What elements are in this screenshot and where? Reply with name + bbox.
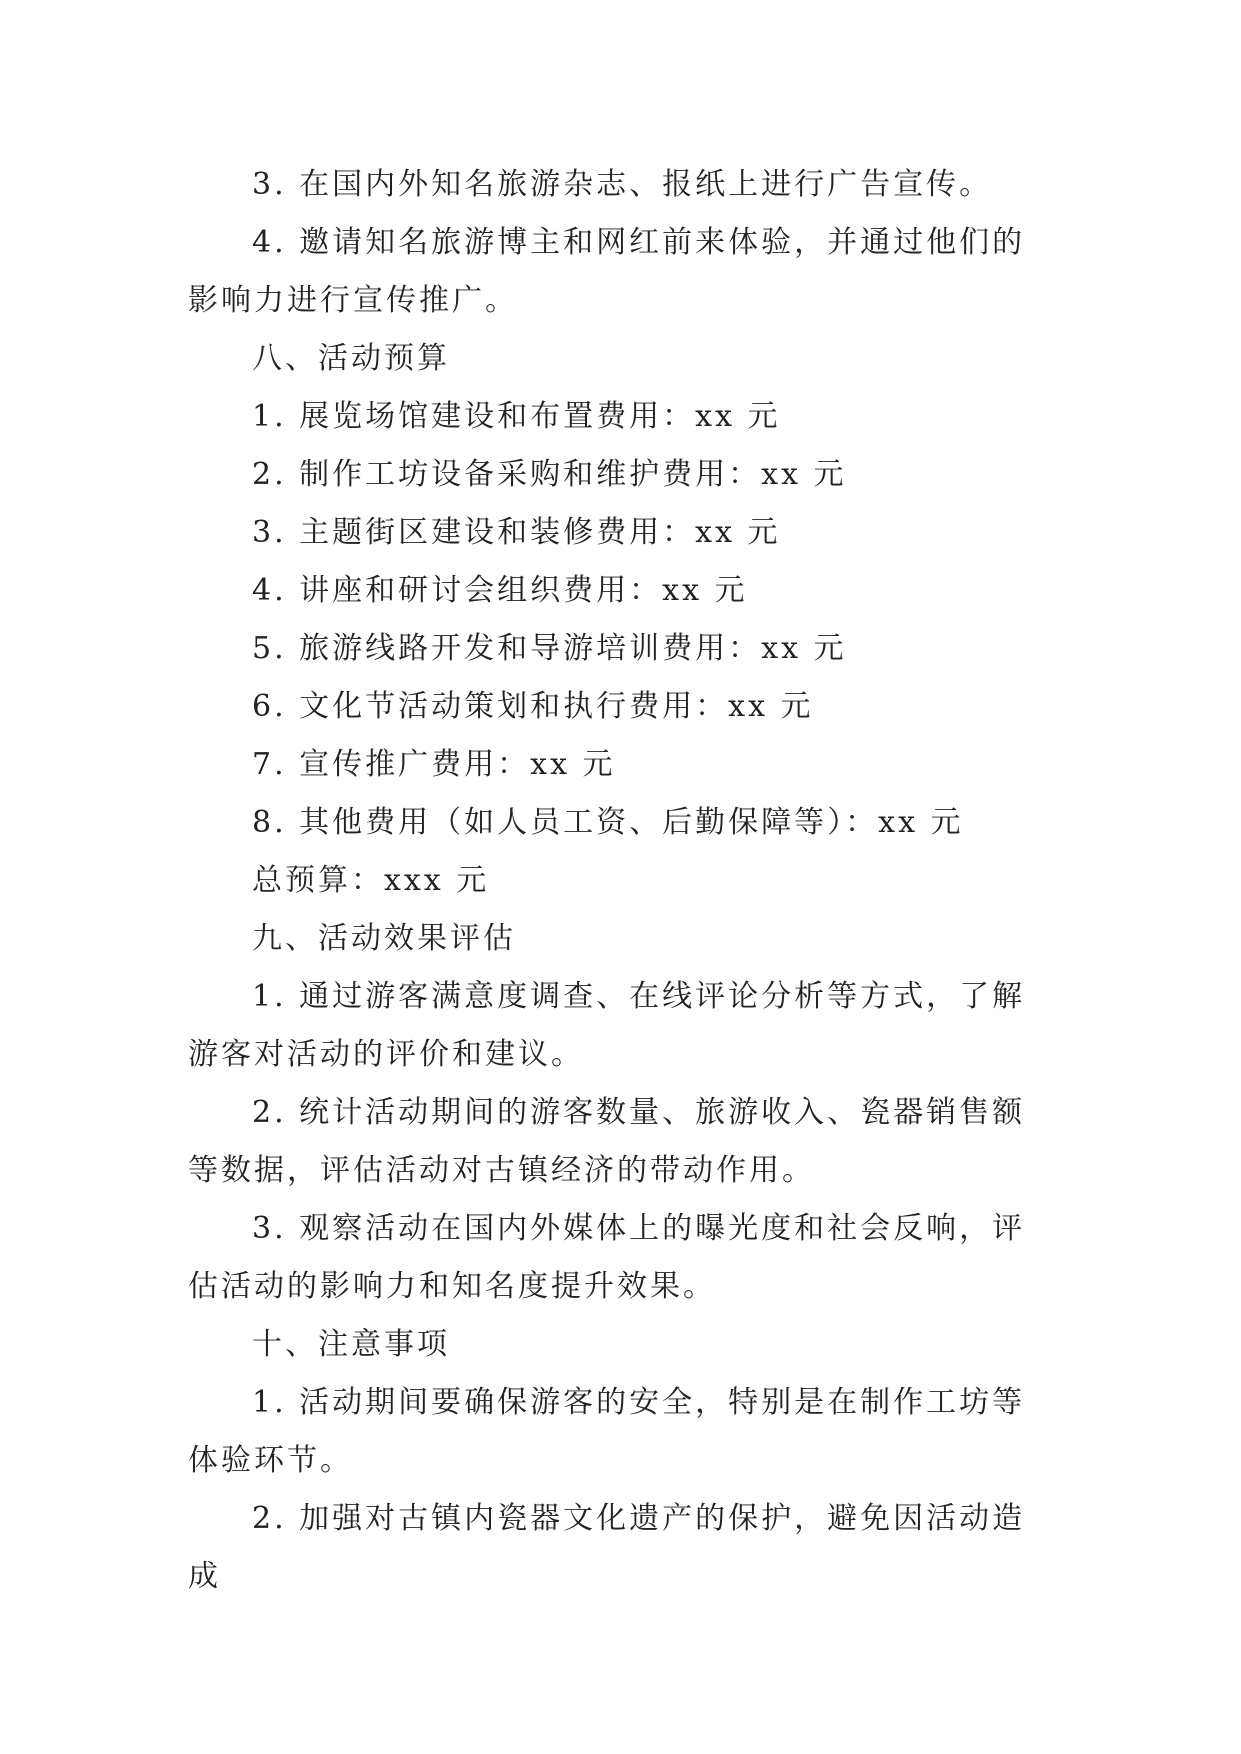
paragraph-budget-3: 3. 主题街区建设和装修费用：xx 元 [252, 515, 781, 550]
paragraph-budget-total: 总预算：xxx 元 [252, 863, 490, 898]
paragraph-promo-3: 3. 在国内外知名旅游杂志、报纸上进行广告宣传。 [252, 167, 993, 202]
paragraph-evaluation-1: 1. 通过游客满意度调查、在线评论分析等方式，了解游客对活动的评价和建议。 [188, 979, 1026, 1072]
paragraph-budget-1: 1. 展览场馆建设和布置费用：xx 元 [252, 399, 781, 434]
paragraph-budget-2: 2. 制作工坊设备采购和维护费用：xx 元 [252, 457, 847, 492]
paragraph-budget-5: 5. 旅游线路开发和导游培训费用：xx 元 [252, 631, 847, 666]
paragraph-budget-7: 7. 宣传推广费用：xx 元 [252, 747, 616, 782]
section-heading-evaluation: 九、活动效果评估 [252, 921, 516, 956]
paragraph-evaluation-3: 3. 观察活动在国内外媒体上的曝光度和社会反响，评估活动的影响力和知名度提升效果。 [188, 1211, 1026, 1304]
document-body [188, 156, 1058, 1606]
section-heading-notes: 十、注意事项 [252, 1327, 450, 1362]
paragraph-notes-1: 1. 活动期间要确保游客的安全，特别是在制作工坊等体验环节。 [188, 1385, 1026, 1478]
paragraph-promo-4: 4. 邀请知名旅游博主和网红前来体验，并通过他们的影响力进行宣传推广。 [188, 225, 1026, 318]
paragraph-notes-2: 2. 加强对古镇内瓷器文化遗产的保护，避免因活动造成 [188, 1501, 1026, 1594]
paragraph-evaluation-2: 2. 统计活动期间的游客数量、旅游收入、瓷器销售额等数据，评估活动对古镇经济的带动作用。 [188, 1095, 1026, 1188]
section-heading-budget: 八、活动预算 [252, 341, 450, 376]
paragraph-budget-6: 6. 文化节活动策划和执行费用：xx 元 [252, 689, 814, 724]
paragraph-budget-8: 8. 其他费用（如人员工资、后勤保障等）：xx 元 [252, 805, 964, 840]
paragraph-budget-4: 4. 讲座和研讨会组织费用：xx 元 [252, 573, 748, 608]
